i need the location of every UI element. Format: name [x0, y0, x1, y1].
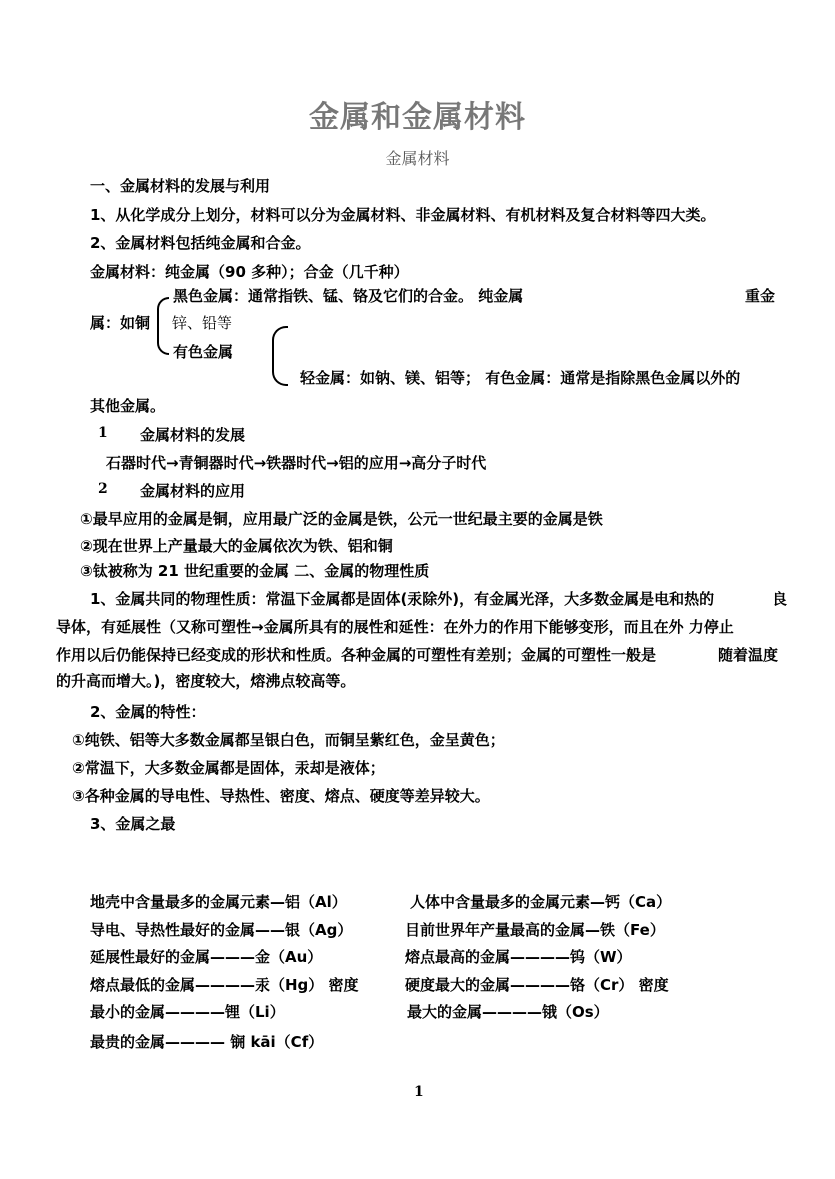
- physical-line-3-end: 随着温度: [718, 646, 779, 664]
- paragraph-1: 1、从化学成分上划分，材料可以分为金属材料、非金属材料、有机材料及复合材料等四大类。: [90, 206, 716, 224]
- subsection-number-1: 1: [98, 425, 108, 441]
- section-heading-1: 一、金属材料的发展与利用: [90, 177, 271, 195]
- hardest-metal: 硬度最大的金属————铬（Cr） 密度: [405, 976, 669, 994]
- development-timeline: 石器时代→青铜器时代→铁器时代→铝的应用→高分子时代: [106, 454, 487, 472]
- brace-colored: [272, 326, 288, 386]
- lowest-melting-metal: 熔点最低的金属————汞（Hg） 密度: [90, 976, 359, 994]
- application-2: ②现在世界上产量最大的金属依次为铁、铝和铜: [80, 537, 393, 555]
- paragraph-3: 金属材料：纯金属（90 多种）；合金（几千种）: [90, 263, 409, 281]
- physical-line-1: 1、金属共同的物理性质：常温下金属都是固体(汞除外)，有金属光泽，大多数金属是电和热的: [90, 590, 715, 608]
- subsection-title-1: 金属材料的发展: [140, 426, 246, 444]
- most-conductive-metal: 导电、导热性最好的金属——银（Ag）: [90, 921, 353, 939]
- highest-melting-metal: 熔点最高的金属————钨（W）: [405, 948, 632, 966]
- most-produced-metal: 目前世界年产量最高的金属—铁（Fe）: [405, 921, 665, 939]
- features-heading: 2、金属的特性：: [90, 703, 206, 721]
- tree-zinc-lead: 锌、铅等: [172, 314, 233, 332]
- physical-line-2: 导体，有延展性（又称可塑性→金属所具有的展性和延性：在外力的作用下能够变形，而且在外 力停止: [56, 618, 734, 636]
- most-crust-metal: 地壳中含量最多的金属元素—铝（Al）: [90, 893, 347, 911]
- tree-light-metal: 轻金属：如钠、镁、铝等； 有色金属：通常是指除黑色金属以外的: [300, 369, 741, 387]
- physical-line-1-end: 良: [772, 590, 788, 608]
- most-ductile-metal: 延展性最好的金属———金（Au）: [90, 948, 323, 966]
- tree-colored-metal: 有色金属: [173, 343, 234, 361]
- tree-shu-ru-tong: 属：如铜: [90, 314, 151, 332]
- physical-line-3: 作用以后仍能保持已经变成的形状和性质。各种金属的可塑性有差别；金属的可塑性一般是: [56, 646, 657, 664]
- paragraph-2: 2、金属材料包括纯金属和合金。: [90, 234, 311, 252]
- tree-black-metal: 黑色金属：通常指铁、锰、铬及它们的合金。 纯金属: [173, 287, 524, 305]
- subsection-title-2: 金属材料的应用: [140, 482, 246, 500]
- feature-2: ②常温下，大多数金属都是固体，汞却是液体；: [72, 759, 385, 777]
- application-1: ①最早应用的金属是铜，应用最广泛的金属是铁，公元一世纪最主要的金属是铁: [80, 510, 603, 528]
- highest-density-metal: 最大的金属————锇（Os）: [407, 1003, 609, 1021]
- brace-metal: [157, 297, 169, 355]
- page-subtitle: 金属材料: [385, 149, 450, 168]
- application-3: ③钛被称为 21 世纪重要的金属 二、金属的物理性质: [80, 562, 430, 580]
- feature-1: ①纯铁、铝等大多数金属都呈银白色，而铜呈紫红色，金呈黄色；: [72, 731, 505, 749]
- subsection-number-2: 2: [98, 481, 108, 497]
- tree-other-metal: 其他金属。: [90, 397, 166, 415]
- most-human-metal: 人体中含量最多的金属元素—钙（Ca）: [410, 893, 672, 911]
- page-number: 1: [414, 1084, 424, 1100]
- page-title: 金属和金属材料: [309, 100, 526, 135]
- tree-heavy-metal: 重金: [745, 287, 776, 305]
- most-expensive-metal: 最贵的金属———— 锎 kāi（Cf）: [90, 1033, 324, 1051]
- most-heading: 3、金属之最: [90, 815, 176, 833]
- feature-3: ③各种金属的导电性、导热性、密度、熔点、硬度等差异较大。: [72, 787, 490, 805]
- lowest-density-metal: 最小的金属————锂（Li）: [90, 1003, 285, 1021]
- physical-line-4: 的升高而增大。)，密度较大，熔沸点较高等。: [56, 672, 356, 690]
